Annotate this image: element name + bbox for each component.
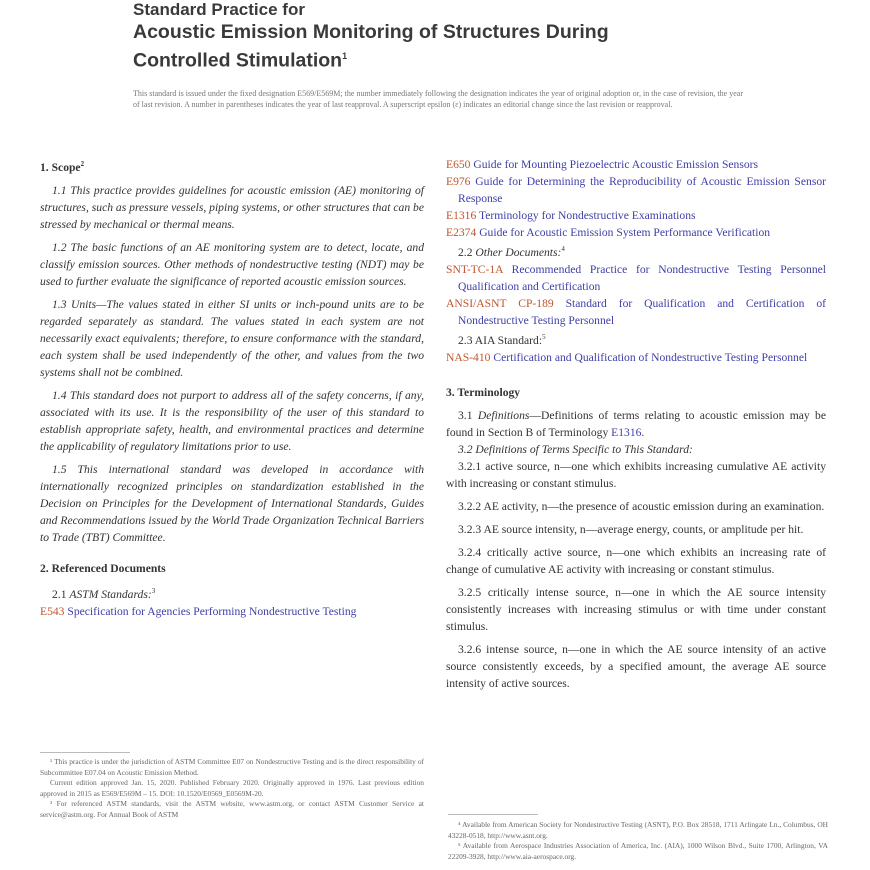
paragraph-1-1: 1.1 This practice provides guidelines for acoustic emission (AE) monitoring of structures, such as pressure vessels, piping systems, or other structures that can be stressed by mechanical or thermal means. [40, 183, 424, 231]
designation-note: This standard is issued under the fixed designation E569/E569M; the number immediately following the designation indicates the year of original adoption or, in the case of revision, the year of last revision. A number in parentheses indicates the year of last reapproval. A superscript epsilon (ε) indicates an editorial change since the last revision or reapproval. [133, 89, 743, 109]
right-column [446, 156, 826, 698]
paragraph-3-2-5: 3.2.5 critically intense source, n—one in which the AE source intensity consistently increases with increasing stimulus or with time under constant stimulus. [446, 585, 826, 633]
paragraph-2-3: 2.3 AIA Standard:$^5$ [458, 332, 546, 347]
reference-e976[interactable]: E976 Guide for Determining the Reproducibility of Acoustic Emission Sensor Response [446, 175, 826, 205]
left-column [40, 156, 424, 620]
paragraph-2-2: 2.2 Other Documents:$^4$ [458, 245, 565, 259]
paragraph-3-2: 3.2 Definitions of Terms Specific to This Standard: [458, 442, 693, 456]
title-line-1: Standard Practice for [133, 0, 305, 19]
paragraph-2-1: 2.1 ASTM Standards:$^3$ [52, 586, 156, 601]
paragraph-1-3: 1.3 Units—The values stated in either SI units or inch-pound units are to be regarded separately as standard. The values stated in each system are not necessarily exact equivalents; therefore, to ensure conformance with the standard, each system shall be used independently of the other, and values from the two systems shall not be combined. [40, 297, 424, 379]
reference-cp-189[interactable]: ANSI/ASNT CP-189 Standard for Qualification and Certification of Nondestructive Testing Personnel [446, 296, 826, 327]
footnote-1-edition: Current edition approved Jan. 15, 2020. Published February 2020. Originally approved in 1976. Last previous edition approved in 2015 as E569/E569M – 15. DOI: 10.1520/E0569_E0569M-20. [40, 778, 424, 798]
title-line-2: Acoustic Emission Monitoring of Structures During [133, 21, 609, 43]
reference-e543[interactable]: E543 Specification for Agencies Performing Nondestructive Testing [40, 604, 357, 618]
footnotes-right [448, 820, 828, 862]
reference-e2374[interactable]: E2374 Guide for Acoustic Emission System Performance Verification [446, 226, 771, 239]
footnote-5: ⁵ Available from Aerospace Industries Association of America, Inc. (AIA), 1000 Wilson Blvd., Suite 1700, Arlington, VA 22209-3928, http://www.aia-aerospace.org. [448, 841, 828, 861]
document-title [133, 0, 609, 73]
paragraph-1-2: 1.2 The basic functions of an AE monitoring system are to detect, locate, and classify emission sources. Other methods of nondestructive testing (NDT) may be used to further evaluate the significance of reported acoustic emission sources. [40, 240, 424, 288]
reference-snt-tc-1a[interactable]: SNT-TC-1A Recommended Practice for Nondestructive Testing Personnel Qualification and Certification [446, 262, 826, 293]
section-heading-terminology: 3. Terminology [446, 385, 521, 399]
paragraph-3-1: 3.1 Definitions—Definitions of terms relating to acoustic emission may be found in Section B of Terminology E1316. [446, 408, 827, 439]
section-heading-scope: 1. Scope$^2$ [40, 160, 85, 174]
footnote-divider [40, 752, 130, 753]
title-line-3: Controlled Stimulation$^1$ [133, 49, 348, 72]
paragraph-3-2-3: 3.2.3 AE source intensity, n—average energy, counts, or amplitude per hit. [458, 522, 804, 536]
paragraph-1-4: 1.4 This standard does not purport to address all of the safety concerns, if any, associated with its use. It is the responsibility of the user of this standard to establish appropriate safety, health, and environmental practices and determine the applicability of regulatory limitations prior to use. [40, 388, 424, 453]
paragraph-3-2-2: 3.2.2 AE activity, n—the presence of acoustic emission during an examination. [458, 499, 825, 513]
reference-e1316[interactable]: E1316 Terminology for Nondestructive Examinations [446, 209, 696, 222]
reference-nas-410[interactable]: NAS-410 Certification and Qualification of Nondestructive Testing Personnel [446, 350, 808, 364]
footnote-3: ³ For referenced ASTM standards, visit the ASTM website, www.astm.org, or contact ASTM Customer Service at service@astm.org. For Annual Book of ASTM [40, 799, 424, 819]
footnote-divider-right [448, 814, 538, 815]
link-e1316[interactable]: E1316 [611, 425, 642, 439]
reference-e650[interactable]: E650 Guide for Mounting Piezoelectric Acoustic Emission Sensors [446, 158, 759, 171]
section-heading-referenced-documents: 2. Referenced Documents [40, 561, 166, 575]
footnotes-left [40, 757, 424, 820]
paragraph-3-2-4: 3.2.4 critically active source, n—one which exhibits an increasing rate of change of cumulative AE activity with increasing or constant stimulus. [446, 545, 826, 576]
paragraph-1-5: 1.5 This international standard was developed in accordance with internationally recognized principles on standardization established in the Decision on Principles for the Development of International Standards, Guides and Recommendations issued by the World Trade Organization Technical Barriers to Trade (TBT) Committee. [40, 462, 424, 544]
footnote-1: ¹ This practice is under the jurisdiction of ASTM Committee E07 on Nondestructive Testing and is the direct responsibility of Subcommittee E07.04 on Acoustic Emission Method. [40, 757, 424, 777]
paragraph-3-2-1: 3.2.1 active source, n—one which exhibits increasing cumulative AE activity with increasing or constant stimulus. [446, 459, 826, 490]
paragraph-3-2-6: 3.2.6 intense source, n—one in which the AE source intensity of an active source consistently exceeds, by a specified amount, the average AE source intensity of active sources. [446, 642, 826, 690]
footnote-4: ⁴ Available from American Society for Nondestructive Testing (ASNT), P.O. Box 28518, 1711 Arlingate Ln., Columbus, OH 43228-0518, http://www.asnt.org. [448, 820, 828, 840]
